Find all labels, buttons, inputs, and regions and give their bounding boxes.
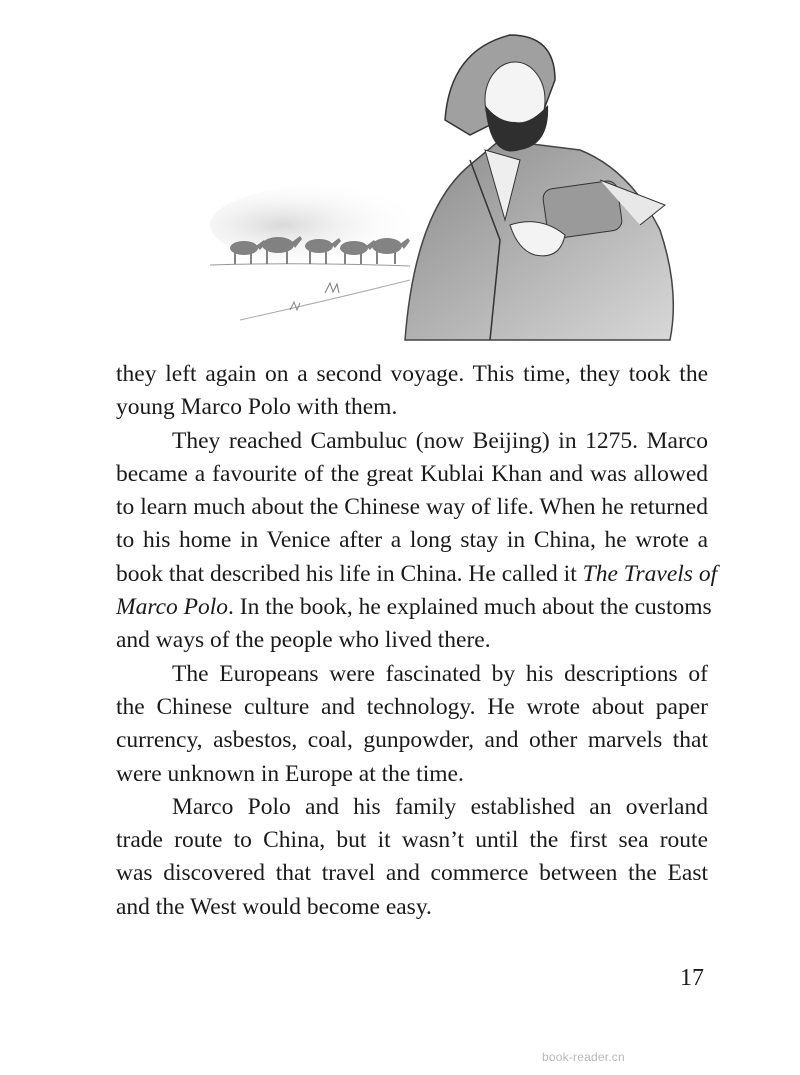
text-line: The Europeans were fascinated by his descriptions of — [172, 660, 708, 687]
book-title-part-2: Marco Polo — [116, 594, 229, 621]
text-line: young Marco Polo with them. — [116, 394, 398, 421]
paragraph-1 — [116, 358, 708, 425]
text-line: was discovered that travel and commerce between the East — [116, 860, 708, 887]
marco-polo-illustration — [200, 10, 720, 350]
text-line: to learn much about the Chinese way of life. When he returned — [116, 494, 708, 521]
text-segment: . In the book, he explained much about the customs — [228, 594, 712, 621]
text-line: became a favourite of the great Kublai Khan and was allowed — [116, 460, 708, 487]
illustration-icon — [200, 10, 720, 350]
text-line: and ways of the people who lived there. — [116, 627, 491, 654]
text-line: currency, asbestos, coal, gunpowder, and other marvels that — [116, 727, 708, 754]
body-text — [116, 358, 718, 924]
paragraph-2 — [116, 425, 718, 658]
text-line: to his home in Venice after a long stay in China, he wrote a — [116, 527, 708, 554]
paragraph-3 — [116, 658, 708, 791]
text-line-with-title — [116, 558, 718, 591]
text-line: Marco Polo and his family established an overland — [172, 793, 708, 820]
page-number: 17 — [680, 965, 704, 991]
paragraph-4 — [116, 791, 708, 924]
text-line: They reached Cambuluc (now Beijing) in 1275. Marco — [172, 427, 708, 454]
text-line: trade route to China, but it wasn’t until the first sea route — [116, 827, 708, 854]
book-title-part-1: The Travels of — [582, 560, 718, 587]
text-line: the Chinese culture and technology. He wrote about paper — [116, 693, 708, 720]
text-line: they left again on a second voyage. This time, they took the — [116, 361, 708, 387]
watermark: book-reader.cn — [542, 1050, 625, 1064]
text-segment: book that described his life in China. He called it — [116, 560, 583, 587]
text-line-with-title — [116, 591, 712, 624]
text-line: were unknown in Europe at the time. — [116, 760, 464, 787]
text-line: and the West would become easy. — [116, 893, 432, 920]
